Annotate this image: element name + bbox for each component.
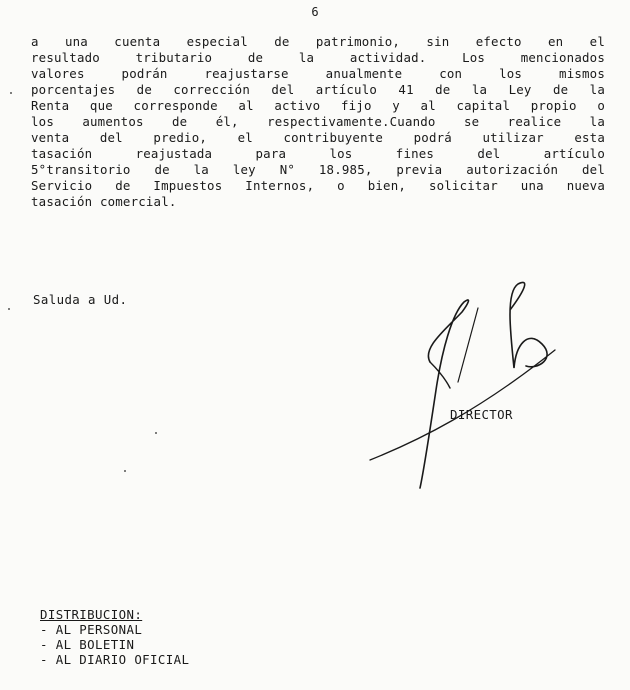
body-line: venta del predio, el contribuyente podrá utilizar esta	[31, 130, 605, 145]
distribution-item: - AL DIARIO OFICIAL	[40, 652, 190, 667]
body-line: tasación reajustada para los fines del artículo	[31, 146, 605, 161]
body-paragraph	[31, 34, 605, 210]
handwritten-signature	[360, 270, 570, 495]
scan-speck	[124, 470, 126, 472]
scan-speck	[8, 308, 10, 310]
body-line: resultado tributario de la actividad. Los mencionados	[31, 50, 605, 65]
body-line: Renta que corresponde al activo fijo y al capital propio o	[31, 98, 605, 113]
distribution-list	[40, 607, 189, 667]
body-line: los aumentos de él, respectivamente.Cuando se realice la	[31, 114, 605, 129]
page-number: 6	[311, 5, 319, 19]
distribution-item: - AL BOLETIN	[40, 637, 135, 652]
body-line: 5°transitorio de la ley N° 18.985, previa autorización del	[31, 162, 605, 177]
body-line: valores podrán reajustarse anualmente con los mismos	[31, 66, 605, 81]
scan-speck	[10, 92, 12, 94]
body-line: tasación comercial.	[31, 194, 177, 209]
body-line: Servicio de Impuestos Internos, o bien, solicitar una nueva	[31, 178, 605, 193]
signer-title: DIRECTOR	[450, 407, 513, 422]
body-line: a una cuenta especial de patrimonio, sin efecto en el	[31, 34, 605, 49]
body-line: porcentajes de corrección del artículo 41 de la Ley de la	[31, 82, 605, 97]
scan-speck	[155, 432, 157, 434]
distribution-heading: DISTRIBUCION:	[40, 607, 143, 622]
distribution-item: - AL PERSONAL	[40, 622, 143, 637]
greeting: Saluda a Ud.	[33, 292, 128, 307]
